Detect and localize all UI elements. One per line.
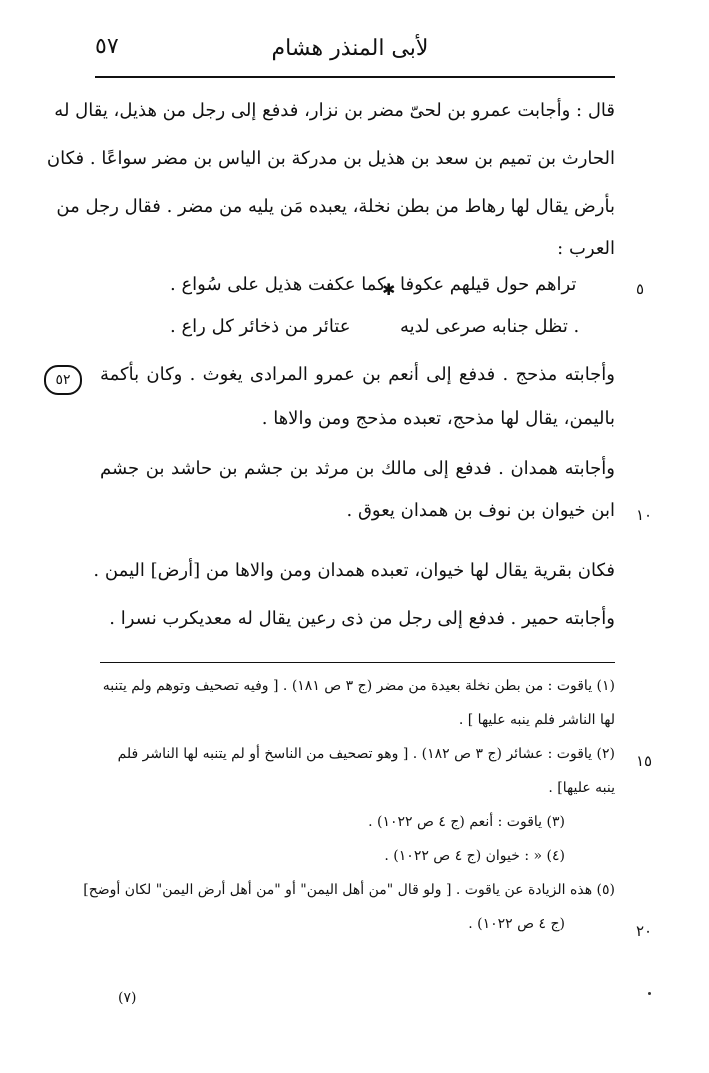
page-number: ٥٧ <box>95 34 119 59</box>
body-line-4: العرب : <box>557 238 615 259</box>
footnote-5-line-2: (ج ٤ ص ١٠٢٢) . <box>468 916 565 932</box>
body-line-8: ابن خيوان بن نوف بن همدان يعوق . <box>346 500 615 521</box>
line-number-15: ١٥ <box>636 752 653 770</box>
body-line-6: باليمن، يقال لها مذحج، تعبده مذحج ومن والاها . <box>261 408 615 429</box>
body-line-5: وأجابته مذحج . فدفع إلى أنعم بن عمرو المرادى يغوث . وكان بأكمة <box>100 364 615 385</box>
verse-2-hemistich-1: . تظل جنابه صرعى لديه <box>400 316 580 337</box>
header-rule <box>95 76 615 78</box>
speck-mark <box>648 992 651 995</box>
verse-separator-icon: ✱ <box>382 280 396 299</box>
body-line-1: قال : وأجابت عمرو بن لحىّ مضر بن نزار، فدفع إلى رجل من هذيل، يقال له <box>54 100 615 121</box>
signature-mark: (٧) <box>118 990 137 1006</box>
body-line-9: فكان بقرية يقال لها خيوان، تعبده همدان ومن والاها من [أرض] اليمن . <box>93 560 615 581</box>
body-line-10: وأجابته حمير . فدفع إلى رجل من ذى رعين يقال له معديكرب نسرا . <box>109 608 615 629</box>
footnote-1-line-2: لها الناشر فلم ينبه عليها ] . <box>458 712 615 728</box>
footnote-4: (٤) « : خيوان (ج ٤ ص ١٠٢٢) . <box>384 848 565 864</box>
running-header-title: لأبى المنذر هشام <box>271 36 429 61</box>
verse-1-hemistich-1: تراهم حول قيلهم عكوفا <box>400 274 577 295</box>
line-number-5: ٥ <box>636 280 645 298</box>
verse-2-hemistich-2: عتائر من ذخائر كل راع . <box>170 316 351 337</box>
body-line-2: الحارث بن تميم بن سعد بن هذيل بن مدركة بن الياس بن مضر سواعًا . فكان <box>46 148 615 169</box>
footnote-2-line-1: (٢) ياقوت : عشائر (ج ٣ ص ١٨٢) . [ وهو تصحيف من الناسخ أو لم يتنبه لها الناشر فلم <box>117 746 615 762</box>
body-line-7: وأجابته همدان . فدفع إلى مالك بن مرثد بن جشم بن حاشد بن جشم <box>100 458 615 479</box>
footnote-3: (٣) ياقوت : أنعم (ج ٤ ص ١٠٢٢) . <box>368 814 565 830</box>
footnote-5-line-1: (٥) هذه الزيادة عن ياقوت . [ ولو قال "من أهل اليمن" أو "من أهل أرض اليمن" لكان أوضح] <box>83 882 615 898</box>
body-line-3: بأرض يقال لها رهاط من بطن نخلة، يعبده مَن يليه من مضر . فقال رجل من <box>56 196 615 217</box>
margin-page-ornament: ٥٢ <box>44 365 82 395</box>
verse-1-hemistich-2: كما عكفت هذيل على سُواع . <box>170 274 386 295</box>
line-number-20: ٢٠ <box>636 922 653 940</box>
line-number-10: ١٠ <box>636 506 653 524</box>
footnote-2-line-2: ينبه عليها] . <box>548 780 615 796</box>
footnote-1-line-1: (١) ياقوت : من بطن نخلة بعيدة من مضر (ج ٣ ص ١٨١) . [ وفيه تصحيف وتوهم ولم يتنبه <box>102 678 615 694</box>
footnote-rule <box>100 662 615 663</box>
